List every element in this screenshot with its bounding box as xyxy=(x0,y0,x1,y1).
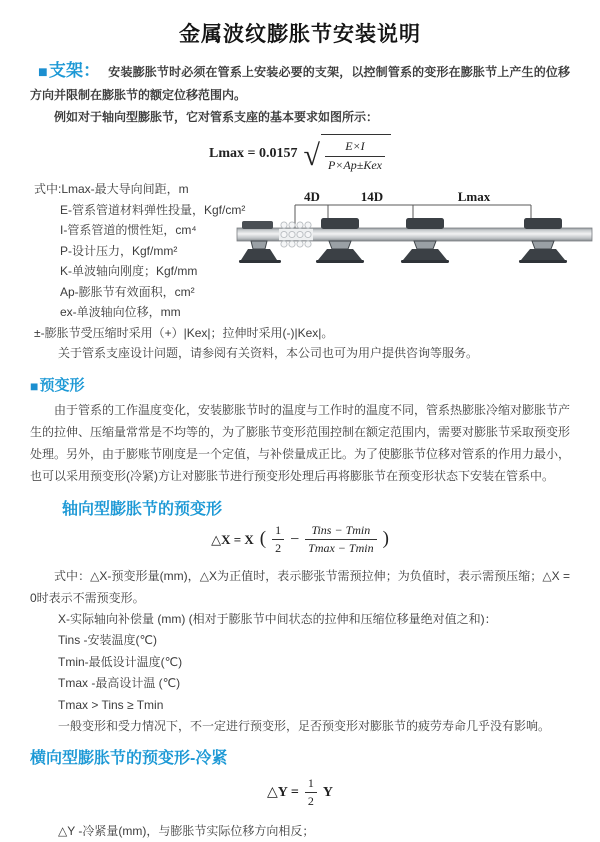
page-title: 金属波纹膨胀节安装说明 xyxy=(179,23,421,46)
preform-section-heading xyxy=(30,374,570,395)
sqrt-symbol: √ xyxy=(303,138,320,172)
support-example-text: 例如对于轴向型膨胀节，它对管系支座的基本要求如图所示： xyxy=(54,110,379,124)
anchor-support xyxy=(239,221,281,263)
axial-definitions xyxy=(30,609,570,738)
minus-sign: − xyxy=(290,530,300,548)
close-paren: ) xyxy=(382,527,389,549)
axial-definition-item: Tins -安装温度(℃) xyxy=(58,633,158,648)
sqrt-denominator: P×Ap±Kex xyxy=(327,157,382,172)
axial-definition-item: Tmin-最低设计温度(℃) xyxy=(58,654,183,669)
definition-item: E-管系管道材料弹性投量，Kgf/cm² xyxy=(60,202,246,217)
section-marker-icon: ■ xyxy=(30,377,39,394)
consult-note: 关于管系支座设计问题，请参阅有关资料，本公司也可为用户提供咨询等服务。 xyxy=(58,346,479,361)
axial-definition-item: Tmax > Tins ≥ Tmin xyxy=(58,697,164,712)
preform-heading-label: 预变形 xyxy=(39,376,85,394)
axial-definition-item: X-实际轴向补偿量 (mm) (相对于膨胀节中间状态的拉伸和压缩位移量绝对值之和)： xyxy=(58,611,497,626)
definition-item: ex-单波轴向位移，mm xyxy=(60,305,181,320)
expansion-joint-bellows xyxy=(279,222,313,247)
lateral-note: △Y -冷紧量(mm)，与膨胀节实际位移方向相反； xyxy=(58,824,315,839)
support-intro-text: 安装膨胀节时必须在管系上安装必要的支架，以控制管系的变形在膨胀节上产生的位移方向并限制在膨胀节的额定位移范围内。 xyxy=(30,65,570,102)
definition-item: P-设计压力，Kgf/mm² xyxy=(60,243,178,258)
temp-numerator: Tins − Tmin xyxy=(305,523,376,541)
half-denominator: 2 xyxy=(275,541,282,556)
definition-item: K-单波轴向刚度；Kgf/mm xyxy=(60,264,198,279)
axial-definition-item: Tmax -最高设计温 (℃) xyxy=(58,676,181,691)
preform-body-paragraph: 由于管系的工作温度变化，安装膨胀节时的温度与工作时的温度不同，管系热膨胀冷缩对膨胀节产生的拉伸、压缩量常常是不均等的，为了膨胀节变形范围控制在额定范围内，需要对膨胀节采取预变形处理。另外，由于膨账节刚度是一个定值，与补偿量成正比。为了使膨胀节位移对管系的作用力最小，也可以采用预变形(冷紧)方让对膨胀节进行预变形处理后再将膨胀节在预变形状态下安装在管系中。 xyxy=(30,402,571,483)
lateral-preform-heading: 横向型膨胀节的预变形-冷紧 xyxy=(30,749,228,767)
definition-item: I-管系管道的惯性矩，cm⁴ xyxy=(60,223,197,238)
formula-lhs: △Y = xyxy=(267,785,299,801)
axial-preform-formula xyxy=(30,523,570,557)
half-denominator: 2 xyxy=(307,794,314,809)
lmax-formula xyxy=(30,134,570,173)
open-paren: ( xyxy=(259,527,267,549)
half-numerator: 1 xyxy=(305,776,317,794)
formula-lhs: Lmax = 0.0157 xyxy=(209,145,298,161)
plus-minus-note: ±-膨胀节受压缩时采用（+）|Kex|；拉伸时采用(-)|Kex|。 xyxy=(34,325,334,340)
axial-formula-explain: 式中：△X-预变形量(mm)，△X为正值时，表示膨张节需预拉伸；为负值时，表示需预压缩；△X = 0时表示不需预变形。 xyxy=(30,568,570,605)
dimension-label-lmax: Lmax xyxy=(457,189,491,204)
support-intro-paragraph xyxy=(30,60,570,106)
support-diagram xyxy=(233,188,600,292)
half-numerator: 1 xyxy=(272,523,284,541)
dimension-label-14d: 14D xyxy=(360,189,384,204)
dimension-label-4d: 4D xyxy=(304,189,320,204)
temp-denominator: Tmax − Tmin xyxy=(308,541,374,556)
support-section-heading: 支架： xyxy=(48,61,101,80)
sqrt-numerator: E×I xyxy=(325,139,385,157)
lateral-preform-formula xyxy=(30,776,570,810)
formula-rhs: Y xyxy=(322,784,333,800)
section-marker-icon: ■ xyxy=(38,64,48,81)
definition-lead: 式中:Lmax-最大导向间距，m xyxy=(34,182,189,197)
definition-item: Ap-膨胀节有效面积，cm² xyxy=(60,284,195,299)
formula-lhs: △X = X xyxy=(211,531,254,547)
axial-preform-heading: 轴向型膨胀节的预变形 xyxy=(62,500,223,518)
axial-definition-item: 一般变形和受力情况下，不一定进行预变形，足否预变形对膨胀节的疲劳寿命几乎没有影响。 xyxy=(58,719,551,734)
